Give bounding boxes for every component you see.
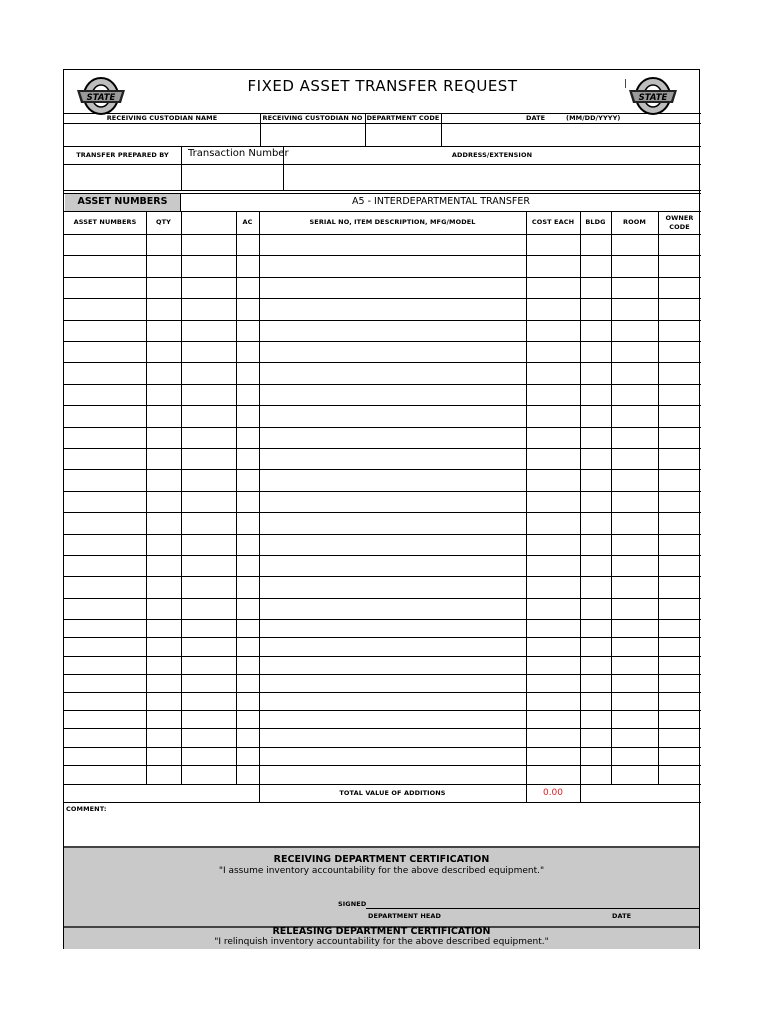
table-column-divider — [259, 211, 260, 784]
table-row-line — [64, 448, 701, 449]
table-row-line — [64, 656, 701, 657]
table-row-line — [64, 728, 701, 729]
receiving-cert-title: RECEIVING DEPARTMENT CERTIFICATION — [273, 854, 490, 865]
col-bldg: BLDG — [585, 218, 606, 226]
table-row-line — [64, 555, 701, 556]
department-code-label: DEPARTMENT CODE — [366, 114, 440, 122]
table-row-line — [64, 277, 701, 278]
table-row-line — [64, 384, 701, 385]
asset-numbers-heading: ASSET NUMBERS — [77, 196, 168, 207]
table-row-line — [64, 747, 701, 748]
releasing-cert-title: RELEASING DEPARTMENT CERTIFICATION — [272, 926, 491, 937]
department-head-label: DEPARTMENT HEAD — [368, 912, 442, 920]
col-asset-numbers: ASSET NUMBERS — [73, 218, 137, 226]
table-row-line — [64, 765, 701, 766]
table-row-line — [64, 692, 701, 693]
transfer-prepared-by-label: TRANSFER PREPARED BY — [76, 151, 169, 159]
table-row-line — [64, 298, 701, 299]
table-column-divider — [236, 211, 237, 784]
table-column-divider — [146, 211, 147, 784]
col-room: ROOM — [623, 218, 646, 226]
releasing-cert-statement: "I relinquish inventory accountability for the above described equipment." — [214, 937, 549, 947]
table-row-line — [64, 710, 701, 711]
receiving-custodian-name-label: RECEIVING CUSTODIAN NAME — [106, 114, 218, 122]
table-row-line — [64, 576, 701, 577]
comment-field[interactable] — [64, 814, 701, 846]
svg-text:STATE: STATE — [638, 93, 668, 103]
table-column-divider — [580, 211, 581, 784]
receiving-cert-statement: "I assume inventory accountability for the above described equipment." — [218, 866, 545, 876]
table-row-line — [64, 784, 701, 785]
table-row-line — [64, 341, 701, 342]
transfer-type-label: A5 - INTERDEPARTMENTAL TRANSFER — [352, 196, 530, 207]
releasing-certification — [64, 926, 699, 949]
col-ac: AC — [242, 218, 253, 226]
signed-label: SIGNED — [338, 900, 367, 908]
table-row-line — [64, 320, 701, 321]
address-extension-label: ADDRESS/EXTENSION — [451, 151, 533, 159]
table-row-line — [64, 598, 701, 599]
table-column-divider — [181, 211, 182, 784]
receiving-certification — [64, 846, 699, 926]
col-cost-each: COST EACH — [531, 218, 575, 226]
date-format-label: (MM/DD/YYYY) — [566, 114, 621, 122]
table-row-line — [64, 534, 701, 535]
date-label: DATE — [526, 114, 546, 122]
col-owner-code-line1: OWNER — [665, 214, 694, 222]
col-owner-code-line2: CODE — [669, 223, 690, 231]
asset-transfer-form — [63, 69, 700, 949]
col-description: SERIAL NO, ITEM DESCRIPTION, MFG/MODEL — [309, 218, 476, 226]
table-column-divider — [611, 211, 612, 784]
svg-text:STATE: STATE — [86, 93, 116, 103]
table-row-line — [64, 491, 701, 492]
comment-label: COMMENT: — [66, 805, 107, 813]
form-title: FIXED ASSET TRANSFER REQUEST — [247, 77, 518, 95]
table-row-line — [64, 405, 701, 406]
table-row-line — [64, 512, 701, 513]
table-column-divider — [658, 211, 659, 784]
total-label: TOTAL VALUE OF ADDITIONS — [339, 789, 446, 797]
total-value: 0.00 — [542, 788, 564, 798]
col-qty: QTY — [156, 218, 171, 226]
table-row-line — [64, 427, 701, 428]
table-column-divider — [526, 211, 527, 784]
signature-line[interactable] — [366, 908, 699, 909]
transaction-number-label: Transaction Number — [188, 148, 289, 159]
table-row-line — [64, 637, 701, 638]
table-row-line — [64, 362, 701, 363]
cert-date-label: DATE — [612, 912, 632, 920]
table-row-line — [64, 469, 701, 470]
table-row-line — [64, 674, 701, 675]
corner-mark: | — [624, 79, 628, 89]
table-row-line — [64, 255, 701, 256]
receiving-custodian-no-label: RECEIVING CUSTODIAN NO — [262, 114, 363, 122]
table-row-line — [64, 619, 701, 620]
